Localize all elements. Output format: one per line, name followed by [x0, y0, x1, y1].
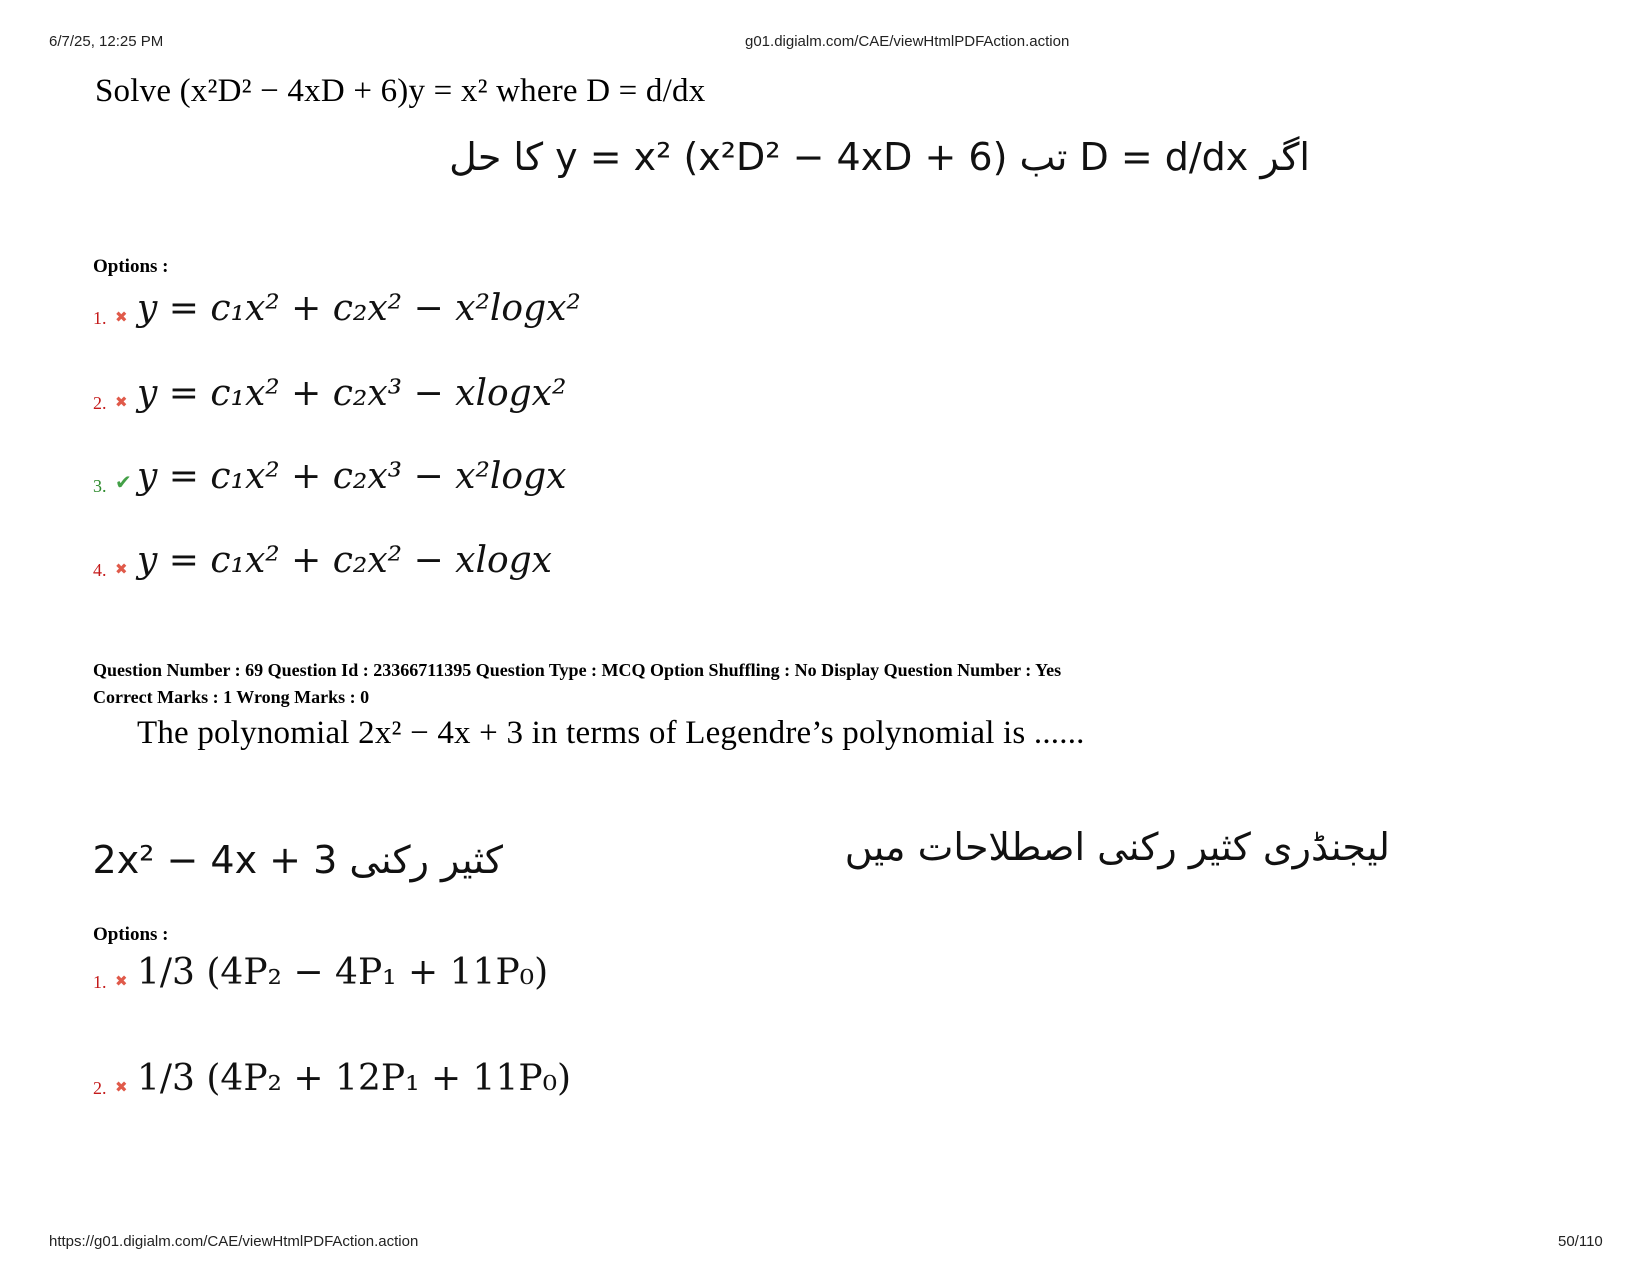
- question-69-urdu-right: لیجنڈری کثیر رکنی اصطلاحات میں: [844, 825, 1390, 869]
- option-1[interactable]: [93, 288, 581, 329]
- option-number: 4.: [93, 560, 107, 580]
- option-2[interactable]: [93, 373, 566, 414]
- question-69-urdu-left: کثیر رکنی 2x² − 4x + 3: [92, 838, 503, 882]
- option-text: y = c₁x² + c₂x³ − xlogx²: [137, 373, 567, 414]
- option-4[interactable]: [93, 540, 552, 581]
- cross-icon: ✖: [115, 562, 128, 578]
- option-text: 1/3 (4P₂ + 12P₁ + 11P₀): [137, 1058, 572, 1099]
- page-number: 50/110: [1558, 1233, 1603, 1250]
- print-datetime: 6/7/25, 12:25 PM: [49, 33, 164, 50]
- question-meta: Question Number : 69 Question Id : 23366711395 Question Type : MCQ Option Shuffling : No Display Question Number : Yes: [93, 660, 1062, 680]
- check-icon: ✔: [115, 472, 132, 494]
- option-3[interactable]: [93, 456, 566, 497]
- question-68-urdu: اگر D = d/dx تب (x²D² − 4xD + 6) y = x² کا حل: [449, 135, 1310, 179]
- option-2[interactable]: [93, 1058, 571, 1099]
- options-label: Options :: [93, 256, 169, 277]
- option-1[interactable]: [93, 952, 548, 993]
- cross-icon: ✖: [115, 1080, 128, 1096]
- question-68-text: [95, 73, 705, 110]
- option-text: y = c₁x² + c₂x² − xlogx: [137, 540, 552, 581]
- option-number: 2.: [93, 1078, 107, 1098]
- print-url: g01.digialm.com/CAE/viewHtmlPDFAction.action: [745, 33, 1070, 50]
- footer-url: https://g01.digialm.com/CAE/viewHtmlPDFAction.action: [49, 1233, 419, 1250]
- cross-icon: ✖: [115, 395, 128, 411]
- option-number: 3.: [93, 476, 107, 496]
- option-number: 1.: [93, 972, 107, 992]
- cross-icon: ✖: [115, 310, 128, 326]
- option-number: 2.: [93, 393, 107, 413]
- cross-icon: ✖: [115, 974, 128, 990]
- option-number: 1.: [93, 308, 107, 328]
- question-69-text: The polynomial 2x² − 4x + 3 in terms of Legendre’s polynomial is ......: [137, 715, 1085, 751]
- option-text: 1/3 (4P₂ − 4P₁ + 11P₀): [137, 952, 549, 993]
- option-text: y = c₁x² + c₂x³ − x²logx: [137, 456, 567, 497]
- options-label: Options :: [93, 924, 169, 945]
- option-text: y = c₁x² + c₂x² − x²logx²: [137, 288, 581, 329]
- marks-meta: Correct Marks : 1 Wrong Marks : 0: [93, 687, 370, 707]
- question-68-math: Solve (x²D² − 4xD + 6)y = x² where D = d/dx: [95, 73, 706, 109]
